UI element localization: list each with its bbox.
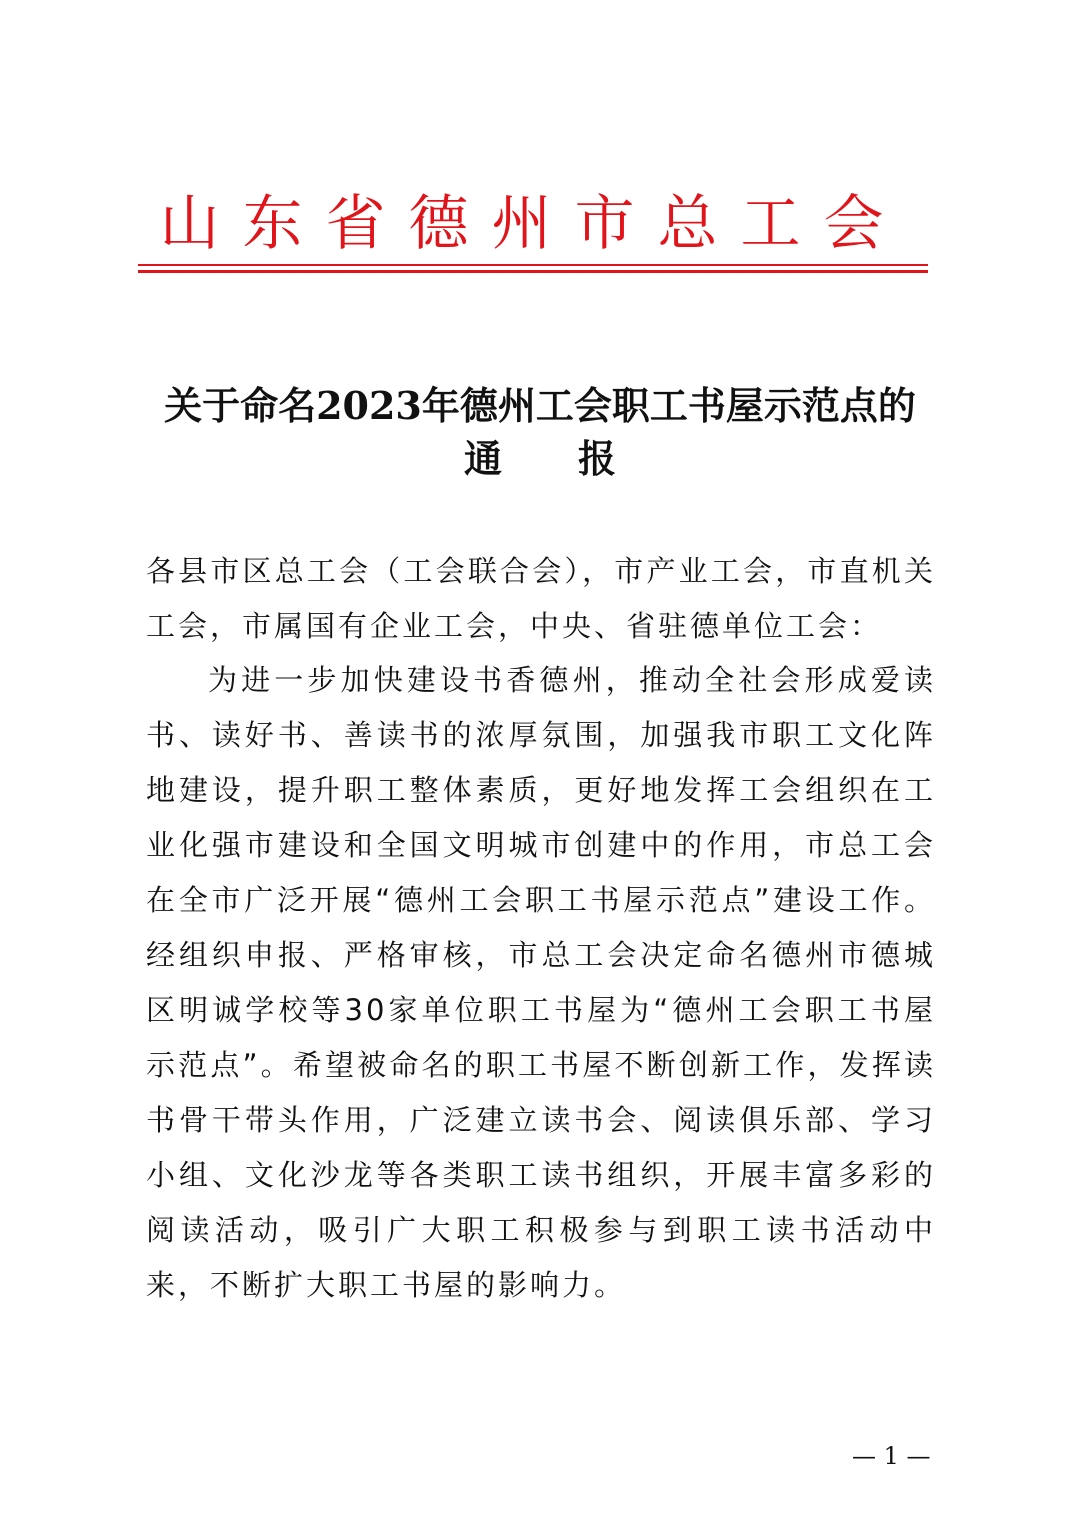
document-title-line-1: 关于命名2023年德州工会职工书屋示范点的	[164, 383, 916, 428]
letterhead-red-rule-thin	[138, 264, 928, 266]
addressee-block: 各县市区总工会（工会联合会），市产业工会，市直机关工会，市属国有企业工会，中央、省驻德单位工会：	[146, 554, 936, 643]
letterhead-red-rule-thick	[138, 270, 928, 273]
letterhead-org-name: 山东省德州市总工会	[159, 189, 907, 259]
body-paragraph: 为进一步加快建设书香德州，推动全社会形成爱读书、读好书、善读书的浓厚氛围，加强我市职工文化阵地建设，提升职工整体素质，更好地发挥工会组织在工业化强市建设和全国文明城市创建中的作用，市总工会在全市广泛开展“德州工会职工书屋示范点”建设工作。经组织申报、严格审核，市总工会决定命名德州市德城区明诚学校等30家单位职工书屋为“德州工会职工书屋示范点”。希望被命名的职工书屋不断创新工作，发挥读书骨干带头作用，广泛建立读书会、阅读俱乐部、学习小组、文化沙龙等各类职工读书组织，开展丰富多彩的阅读活动，吸引广大职工积极参与到职工读书活动中来，不断扩大职工书屋的影响力。	[146, 663, 936, 1302]
page-number: — 1 —	[852, 1442, 931, 1470]
document-title-line-2: 通报	[463, 436, 692, 481]
